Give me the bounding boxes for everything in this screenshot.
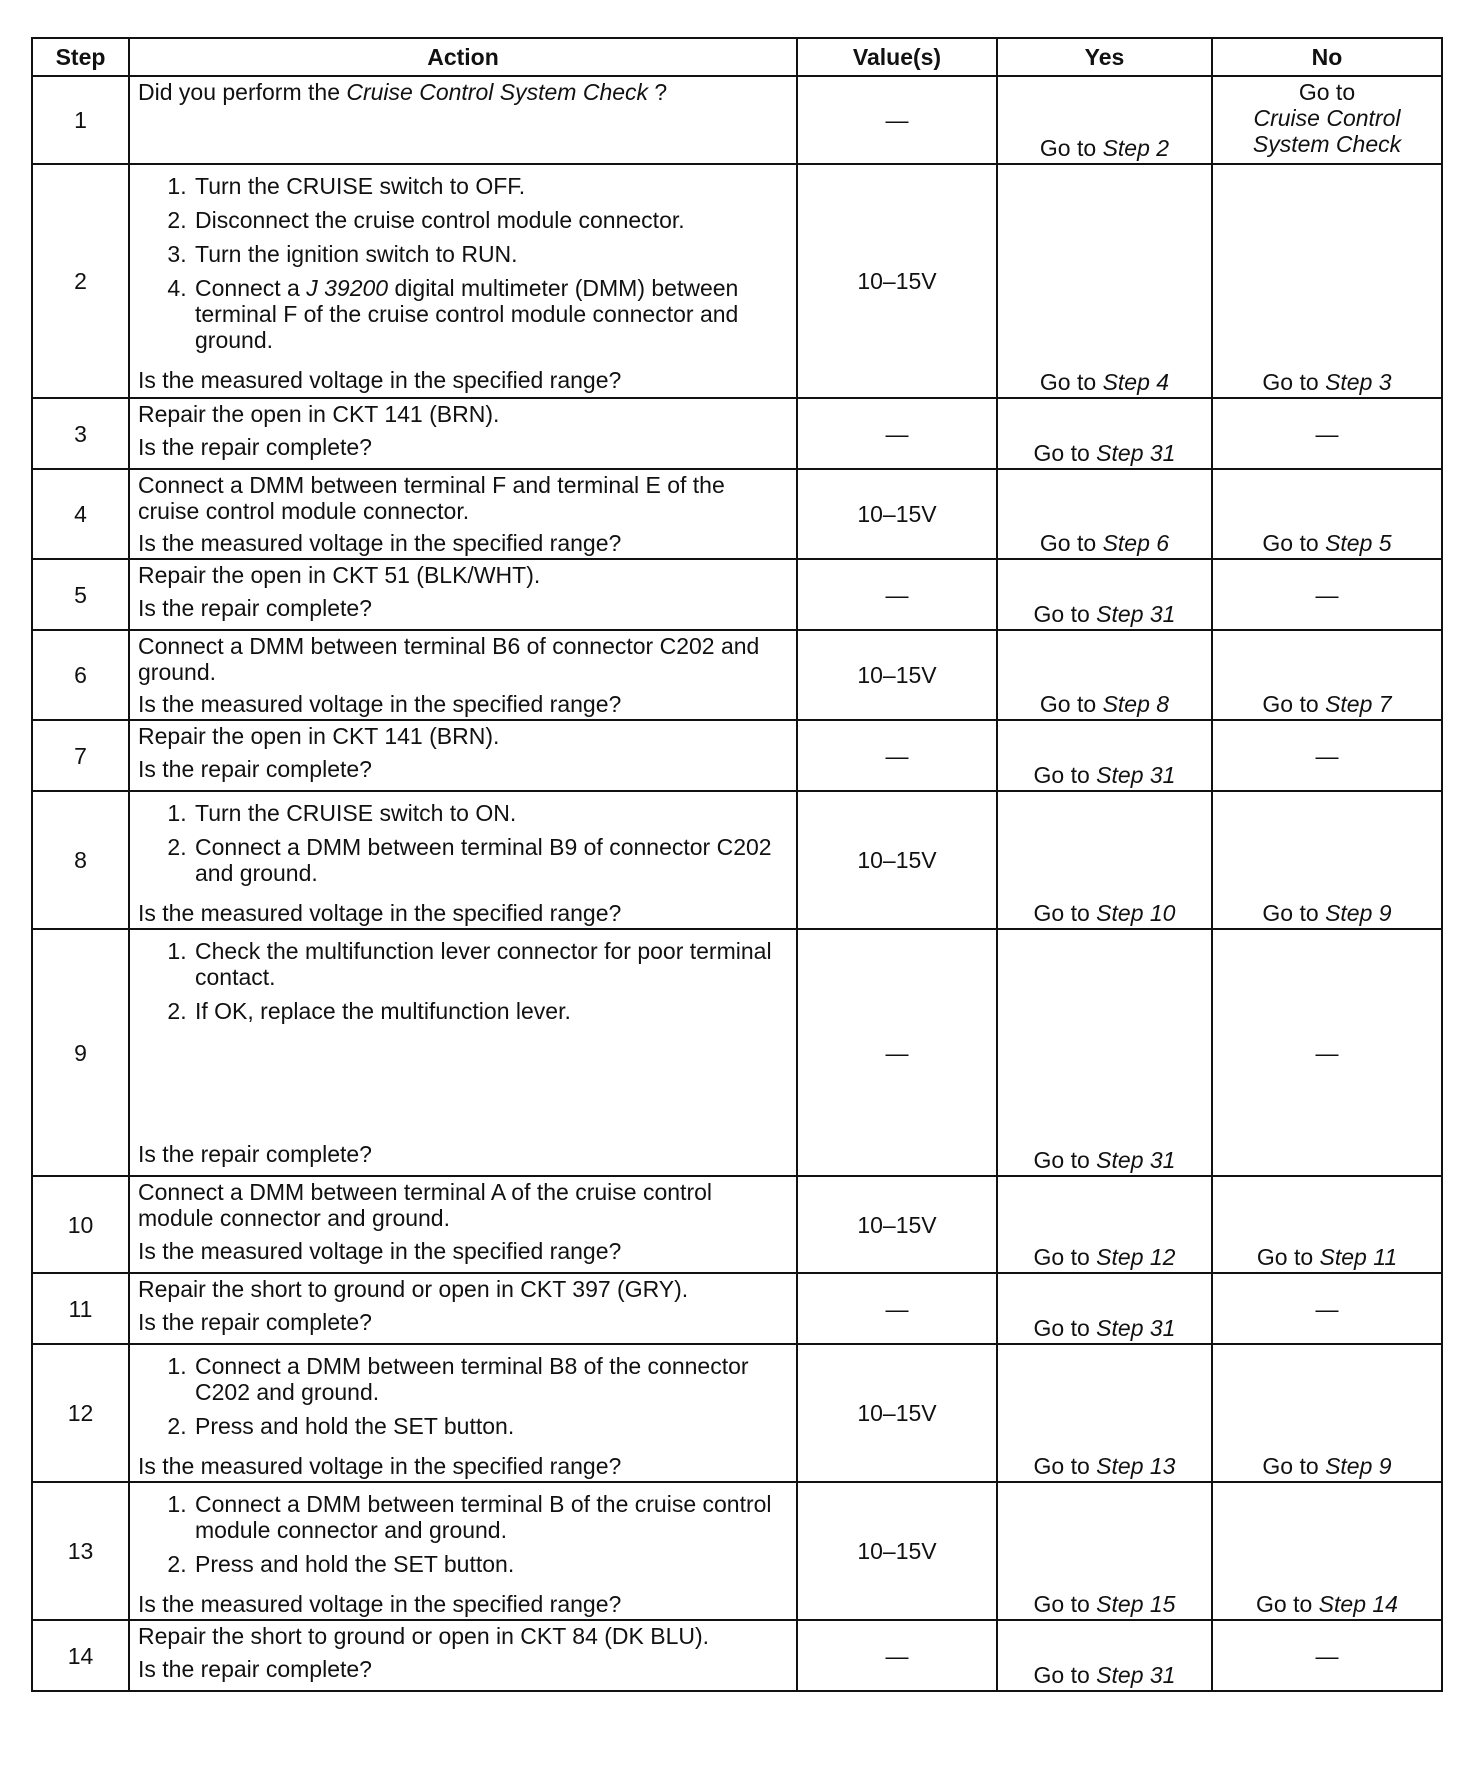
action-step-item: 3. Turn the ignition switch to RUN. xyxy=(193,241,788,267)
no-cell xyxy=(1212,1344,1442,1482)
action-content xyxy=(138,1347,788,1479)
yes-goto-text: Go to xyxy=(1039,691,1103,717)
value-cell: 10–15V xyxy=(797,469,997,559)
no-dash: — xyxy=(1315,1642,1339,1669)
yes-cell xyxy=(997,1176,1212,1273)
header-action: Action xyxy=(129,38,797,76)
no-cell xyxy=(1212,1620,1442,1691)
action-instructions xyxy=(138,472,788,524)
action-question: Is the repair complete? xyxy=(138,1141,372,1167)
action-intro: Repair the open in CKT 141 (BRN). xyxy=(138,401,500,427)
table-row xyxy=(32,1482,1442,1620)
action-instructions xyxy=(138,79,788,105)
action-cell xyxy=(129,1344,797,1482)
action-cell xyxy=(129,398,797,469)
no-cell xyxy=(1212,720,1442,791)
table-row xyxy=(32,791,1442,929)
no-cell xyxy=(1212,1176,1442,1273)
no-goto-text: Go to xyxy=(1262,1453,1326,1479)
table-row xyxy=(32,1620,1442,1691)
step-number: 11 xyxy=(32,1273,129,1344)
action-intro: Repair the short to ground or open in CKT 84 (DK BLU). xyxy=(138,1623,710,1649)
action-instructions xyxy=(138,401,788,427)
yes-step-link[interactable]: Step 31 xyxy=(1096,1662,1176,1688)
yes-goto-text: Go to xyxy=(1033,762,1097,788)
yes-goto-text: Go to xyxy=(1033,1315,1097,1341)
value-cell: 10–15V xyxy=(797,791,997,929)
yes-goto-text: Go to xyxy=(1033,1244,1097,1270)
table-row xyxy=(32,630,1442,720)
step-number: 1 xyxy=(32,76,129,164)
yes-step-link[interactable]: Step 15 xyxy=(1096,1591,1176,1617)
yes-goto-text: Go to xyxy=(1033,1453,1097,1479)
action-instructions xyxy=(138,932,788,1032)
yes-goto-text: Go to xyxy=(1039,135,1103,161)
no-step-link[interactable]: Step 9 xyxy=(1325,900,1392,926)
value-cell: — xyxy=(797,559,997,630)
yes-cell xyxy=(997,164,1212,398)
step-number: 9 xyxy=(32,929,129,1176)
action-step-item: 2. Press and hold the SET button. xyxy=(193,1551,788,1577)
step-number: 6 xyxy=(32,630,129,720)
action-instructions xyxy=(138,1276,788,1302)
action-step-item: 1. Turn the CRUISE switch to ON. xyxy=(193,800,788,826)
action-cell xyxy=(129,469,797,559)
table-row xyxy=(32,559,1442,630)
action-instructions xyxy=(138,633,788,685)
yes-step-link[interactable]: Step 12 xyxy=(1096,1244,1176,1270)
no-cell xyxy=(1212,1273,1442,1344)
table-row xyxy=(32,76,1442,164)
yes-cell xyxy=(997,720,1212,791)
yes-cell xyxy=(997,559,1212,630)
action-step-item: 4. Connect a J 39200 digital multimeter (DMM) between terminal F of the cruise control module connector and ground. xyxy=(193,275,788,353)
action-cell xyxy=(129,559,797,630)
action-steps-list xyxy=(138,800,788,886)
action-steps-list xyxy=(138,173,788,353)
action-content xyxy=(138,1623,788,1682)
no-dash: — xyxy=(1315,1039,1339,1066)
value-cell: 10–15V xyxy=(797,1482,997,1620)
header-row xyxy=(32,38,1442,76)
header-values: Value(s) xyxy=(797,38,997,76)
step-number: 8 xyxy=(32,791,129,929)
no-step-link[interactable]: Step 3 xyxy=(1325,369,1392,395)
no-dash: — xyxy=(1315,581,1339,608)
action-intro: Connect a DMM between terminal B6 of connector C202 and ground. xyxy=(138,633,760,685)
no-cell xyxy=(1212,791,1442,929)
yes-step-link[interactable]: Step 10 xyxy=(1096,900,1176,926)
step-number: 12 xyxy=(32,1344,129,1482)
action-question: Is the measured voltage in the specified range? xyxy=(138,1238,622,1264)
value-cell: — xyxy=(797,398,997,469)
action-content xyxy=(138,1276,788,1335)
action-cell xyxy=(129,791,797,929)
yes-step-link[interactable]: Step 31 xyxy=(1096,601,1176,627)
action-intro: Connect a DMM between terminal F and terminal E of the cruise control module connector. xyxy=(138,472,725,524)
yes-step-link[interactable]: Step 13 xyxy=(1096,1453,1176,1479)
action-question: Is the measured voltage in the specified range? xyxy=(138,691,622,717)
no-step-link[interactable]: Step 11 xyxy=(1319,1244,1398,1270)
table-row xyxy=(32,720,1442,791)
no-goto-text: Go to xyxy=(1262,691,1326,717)
value-cell: — xyxy=(797,1620,997,1691)
action-intro: Repair the short to ground or open in CKT 397 (GRY). xyxy=(138,1276,689,1302)
action-cell xyxy=(129,929,797,1176)
yes-goto-text: Go to xyxy=(1033,601,1097,627)
yes-cell xyxy=(997,929,1212,1176)
action-steps-list xyxy=(138,938,788,1024)
action-instructions xyxy=(138,167,788,361)
action-content xyxy=(138,472,788,556)
header-no: No xyxy=(1212,38,1442,76)
value-cell: 10–15V xyxy=(797,1344,997,1482)
no-goto-text: Go to xyxy=(1298,79,1356,105)
header-step: Step xyxy=(32,38,129,76)
action-question: Is the repair complete? xyxy=(138,1309,372,1335)
header-yes: Yes xyxy=(997,38,1212,76)
action-step-item: 1. Turn the CRUISE switch to OFF. xyxy=(193,173,788,199)
no-goto-text: Go to xyxy=(1262,530,1326,556)
value-cell: — xyxy=(797,1273,997,1344)
no-cell xyxy=(1212,559,1442,630)
action-intro: Repair the open in CKT 141 (BRN). xyxy=(138,723,500,749)
no-cell xyxy=(1212,1482,1442,1620)
table-row xyxy=(32,164,1442,398)
no-goto-text: Go to xyxy=(1262,900,1326,926)
yes-step-link[interactable]: Step 2 xyxy=(1102,135,1170,161)
no-dash: — xyxy=(1315,742,1339,769)
yes-step-link[interactable]: Step 8 xyxy=(1102,691,1170,717)
step-number: 4 xyxy=(32,469,129,559)
no-step-link[interactable]: Step 9 xyxy=(1325,1453,1392,1479)
action-steps-list xyxy=(138,1491,788,1577)
action-step-item: 1. Check the multifunction lever connector for poor terminal contact. xyxy=(193,938,788,990)
table-row xyxy=(32,1344,1442,1482)
action-step-item: 2. Press and hold the SET button. xyxy=(193,1413,788,1439)
action-instructions xyxy=(138,1179,788,1231)
action-intro-suffix: ? xyxy=(648,79,668,105)
no-dash: — xyxy=(1315,420,1339,447)
action-content xyxy=(138,932,788,1167)
value-cell: — xyxy=(797,929,997,1176)
action-instructions xyxy=(138,1485,788,1585)
action-content xyxy=(138,1179,788,1264)
yes-cell xyxy=(997,469,1212,559)
action-instructions xyxy=(138,562,788,588)
yes-cell xyxy=(997,630,1212,720)
yes-cell xyxy=(997,791,1212,929)
value-cell: — xyxy=(797,720,997,791)
action-intro: Repair the open in CKT 51 (BLK/WHT). xyxy=(138,562,541,588)
table-body xyxy=(32,76,1442,1691)
yes-goto-text: Go to xyxy=(1039,530,1103,556)
step-number: 14 xyxy=(32,1620,129,1691)
action-question: Is the measured voltage in the specified range? xyxy=(138,1453,622,1479)
yes-cell xyxy=(997,398,1212,469)
yes-step-link[interactable]: Step 6 xyxy=(1102,530,1170,556)
action-step-item: 2. If OK, replace the multifunction lever. xyxy=(193,998,788,1024)
action-steps-list xyxy=(138,1353,788,1439)
action-content xyxy=(138,794,788,926)
yes-goto-text: Go to xyxy=(1033,1591,1097,1617)
no-dash: — xyxy=(1315,1295,1339,1322)
action-cell xyxy=(129,720,797,791)
action-question: Is the repair complete? xyxy=(138,595,372,621)
action-cell xyxy=(129,1482,797,1620)
action-step-item: 2. Connect a DMM between terminal B9 of connector C202 and ground. xyxy=(193,834,788,886)
action-content xyxy=(138,723,788,782)
value-cell: 10–15V xyxy=(797,164,997,398)
yes-step-link[interactable]: Step 31 xyxy=(1096,1147,1176,1173)
action-cell xyxy=(129,1620,797,1691)
action-cell xyxy=(129,630,797,720)
action-intro: Connect a DMM between terminal A of the cruise control module connector and ground. xyxy=(138,1179,713,1231)
no-goto-text: Go to xyxy=(1262,369,1326,395)
action-content xyxy=(138,633,788,717)
action-instructions xyxy=(138,794,788,894)
yes-cell xyxy=(997,76,1212,164)
no-cell xyxy=(1212,398,1442,469)
yes-goto-text: Go to xyxy=(1033,1662,1097,1688)
step-number: 13 xyxy=(32,1482,129,1620)
no-step-link[interactable]: Step 5 xyxy=(1325,530,1392,556)
no-step-link[interactable]: Step 14 xyxy=(1318,1591,1398,1617)
step-number: 2 xyxy=(32,164,129,398)
action-cell xyxy=(129,1176,797,1273)
yes-step-link[interactable]: Step 31 xyxy=(1096,762,1176,788)
action-content xyxy=(138,167,788,393)
no-cell xyxy=(1212,929,1442,1176)
no-cell xyxy=(1212,164,1442,398)
no-goto-text: Go to xyxy=(1256,1591,1319,1617)
action-step-item: 1. Connect a DMM between terminal B of the cruise control module connector and ground. xyxy=(193,1491,788,1543)
action-intro-reference: Cruise Control System Check xyxy=(346,79,649,105)
diagnostic-table xyxy=(31,37,1443,1692)
yes-step-link[interactable]: Step 4 xyxy=(1102,369,1170,395)
action-content xyxy=(138,79,788,155)
no-cell xyxy=(1212,469,1442,559)
value-cell: 10–15V xyxy=(797,1176,997,1273)
step-number: 5 xyxy=(32,559,129,630)
no-cell xyxy=(1212,630,1442,720)
action-instructions xyxy=(138,723,788,749)
value-cell: — xyxy=(797,76,997,164)
yes-cell xyxy=(997,1620,1212,1691)
value-cell: 10–15V xyxy=(797,630,997,720)
yes-goto-text: Go to xyxy=(1033,1147,1097,1173)
action-question: Is the measured voltage in the specified range? xyxy=(138,900,622,926)
action-content xyxy=(138,562,788,621)
step-number: 7 xyxy=(32,720,129,791)
yes-step-link[interactable]: Step 31 xyxy=(1096,1315,1176,1341)
yes-cell xyxy=(997,1482,1212,1620)
table-row xyxy=(32,469,1442,559)
table-row xyxy=(32,1176,1442,1273)
action-cell xyxy=(129,76,797,164)
yes-cell xyxy=(997,1273,1212,1344)
action-step-item: 1. Connect a DMM between terminal B8 of the connector C202 and ground. xyxy=(193,1353,788,1405)
yes-step-link[interactable]: Step 31 xyxy=(1096,440,1176,466)
no-step-link[interactable]: Step 7 xyxy=(1325,691,1392,717)
action-intro-text: Did you perform the xyxy=(138,79,347,105)
no-step-link[interactable]: Cruise Control System Check xyxy=(1252,105,1402,157)
action-instructions xyxy=(138,1347,788,1447)
table-row xyxy=(32,929,1442,1176)
action-instructions xyxy=(138,1623,788,1649)
action-cell xyxy=(129,164,797,398)
no-goto-text: Go to xyxy=(1256,1244,1320,1270)
yes-goto-text: Go to xyxy=(1033,440,1097,466)
action-content xyxy=(138,1485,788,1617)
no-cell xyxy=(1212,76,1442,164)
step-number: 10 xyxy=(32,1176,129,1273)
step-number: 3 xyxy=(32,398,129,469)
action-question: Is the measured voltage in the specified range? xyxy=(138,1591,622,1617)
table-row xyxy=(32,1273,1442,1344)
action-question: Is the repair complete? xyxy=(138,756,372,782)
yes-goto-text: Go to xyxy=(1033,900,1097,926)
action-cell xyxy=(129,1273,797,1344)
yes-goto-text: Go to xyxy=(1039,369,1103,395)
action-question: Is the repair complete? xyxy=(138,1656,372,1682)
action-intro xyxy=(138,79,788,105)
action-content xyxy=(138,401,788,460)
action-question: Is the repair complete? xyxy=(138,434,372,460)
yes-cell xyxy=(997,1344,1212,1482)
action-question: Is the measured voltage in the specified range? xyxy=(138,530,622,556)
action-question: Is the measured voltage in the specified range? xyxy=(138,367,622,393)
action-step-item: 2. Disconnect the cruise control module connector. xyxy=(193,207,788,233)
table-row xyxy=(32,398,1442,469)
